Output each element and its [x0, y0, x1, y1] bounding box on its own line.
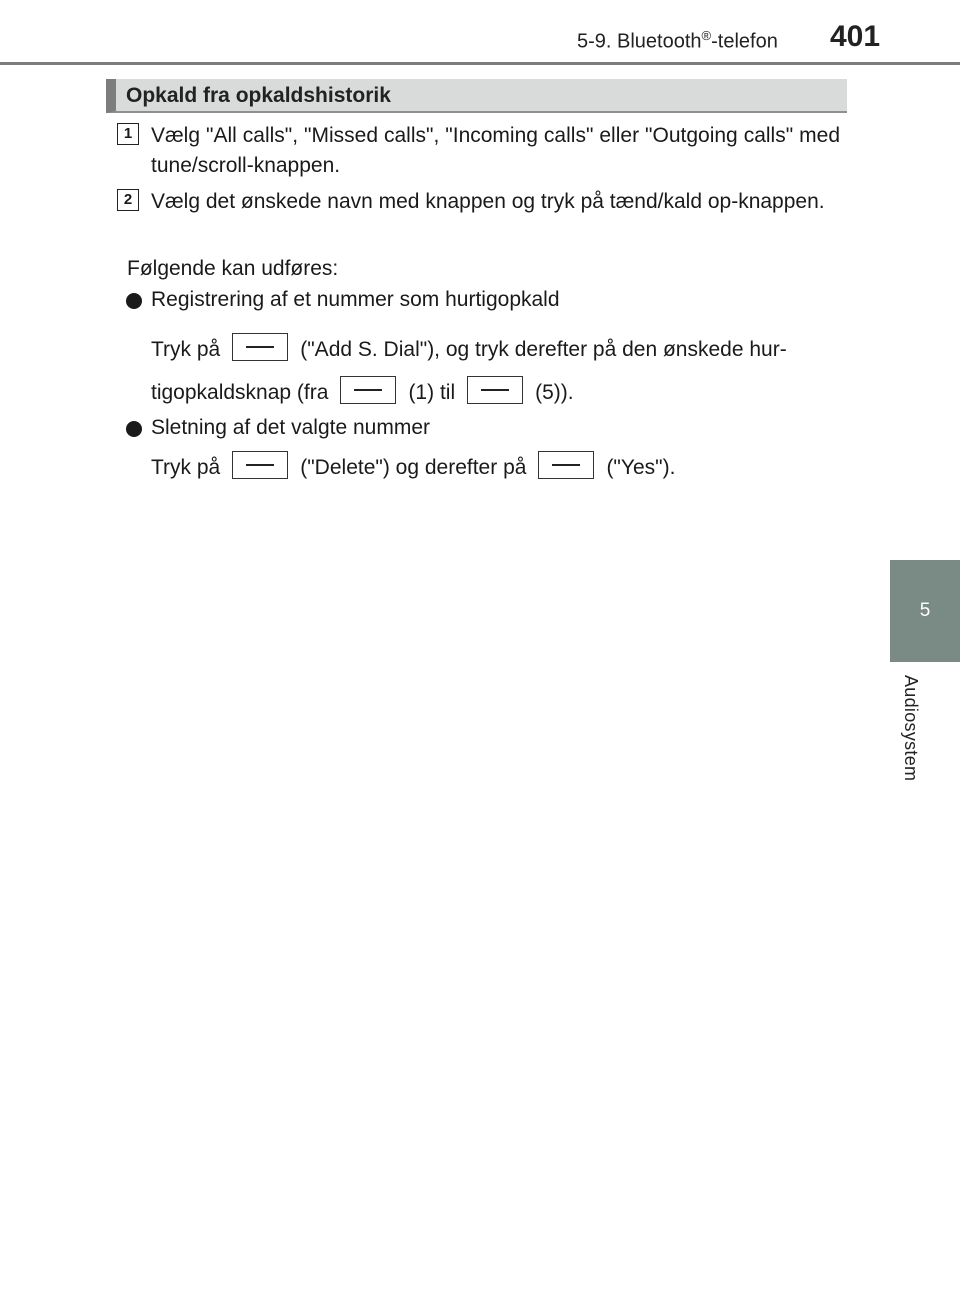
step-text-2: Vælg det ønskede navn med knappen og tryk på tænd/kald op-knappen. [151, 190, 825, 213]
section-title-suffix: -telefon [711, 30, 778, 53]
bullet-title-1: Registrering af et nummer som hurtigopkald [151, 288, 560, 311]
step-text-1: Vælg "All calls", "Missed calls", "Incoming calls" eller "Outgoing calls" med tune/scroll-knappen. [151, 124, 840, 177]
bullet-dot-2 [126, 421, 142, 437]
intro-text: Følgende kan udføres: [127, 257, 339, 280]
bullet-2-line-1-b: ("Delete") og derefter på [300, 456, 527, 479]
chapter-label: Audiosystem [901, 675, 921, 782]
speed-dial-1-key-icon [340, 376, 396, 404]
bullet-2-line-1 [151, 453, 675, 483]
bullet-2-line-1-c: ("Yes"). [606, 456, 676, 479]
bullet-dot-1 [126, 293, 142, 309]
bullet-1-line-2-c: (5)). [535, 381, 574, 404]
section-heading-text: Opkald fra opkaldshistorik [126, 84, 391, 107]
add-s-dial-key-icon [232, 333, 288, 361]
delete-key-icon [232, 451, 288, 479]
bullet-1-line-2-a: tigopkaldsknap (fra [151, 381, 329, 404]
bullet-1-line-2 [151, 378, 574, 408]
registered-mark: ® [701, 28, 712, 43]
speed-dial-5-key-icon [467, 376, 523, 404]
bullet-1-line-2-b: (1) til [408, 381, 456, 404]
bullet-1-line-1-a: Tryk på [151, 338, 221, 361]
page-number: 401 [830, 20, 881, 53]
step-badge-1: 1 [117, 123, 139, 145]
bullet-1-line-1-b: ("Add S. Dial"), og tryk derefter på den ønskede hur- [300, 338, 787, 361]
step-badge-2: 2 [117, 189, 139, 211]
header-divider [0, 62, 960, 65]
chapter-tab [890, 560, 960, 662]
chapter-number: 5 [919, 600, 931, 621]
bullet-title-2: Sletning af det valgte nummer [151, 416, 430, 439]
section-heading [106, 79, 847, 113]
section-title-prefix: 5-9. Bluetooth [577, 30, 702, 53]
yes-key-icon [538, 451, 594, 479]
section-title [577, 28, 778, 54]
bullet-1-line-1 [151, 335, 787, 365]
bullet-2-line-1-a: Tryk på [151, 456, 221, 479]
